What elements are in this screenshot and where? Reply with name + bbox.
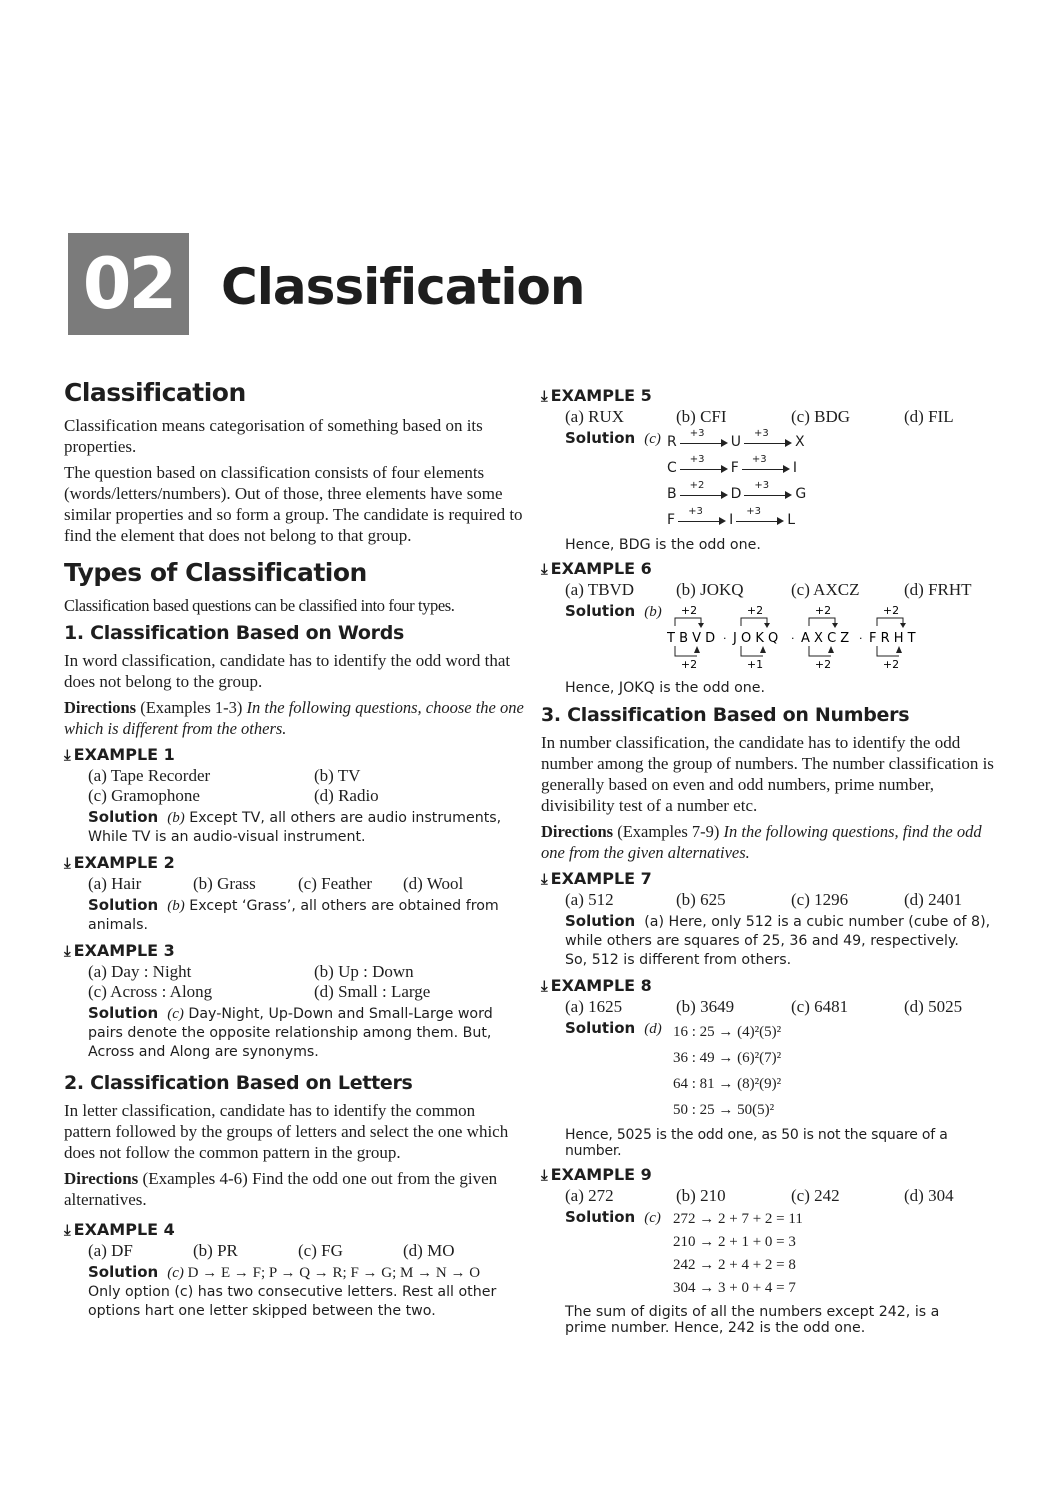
solution: Solution (b) Except ‘Grass’, all others are obtained from animals. [88,896,499,933]
subsection-heading: 1. Classification Based on Words [64,622,405,644]
option: (b) TV [314,766,361,785]
example-heading: ⤓ EXAMPLE 1 [64,745,175,764]
example-heading: ⤓ EXAMPLE 9 [541,1165,652,1184]
option: (c) Feather [298,874,373,893]
example-heading: ⤓ EXAMPLE 2 [64,853,175,872]
options [565,1186,996,1206]
option: (b) 3649 [676,997,735,1016]
group-jokq [732,604,778,671]
group-frht [869,604,916,671]
conclusion: Hence, BDG is the odd one. [565,537,761,553]
chapter-number-badge: 02 [68,233,189,335]
solution: Solution (c) Day-Night, Up-Down and Small-Large word pairs denote the opposite relationship among them. But, Across and Along are synonyms. [88,1004,493,1060]
option: (b) CFI [676,407,727,426]
solution: Solution (a) Here, only 512 is a cubic number (cube of 8), while others are squares of 25, 36 and 49, respectively. So, 512 is different from others. [565,912,991,968]
svg-text:+2: +2 [882,604,900,617]
directions: Directions (Examples 1-3) In the following questions, choose the one which is different from the others. [64,698,524,738]
directions: Directions (Examples 7-9) In the following questions, find the odd one from the given alternatives. [541,822,982,862]
paragraph: Classification means categorisation of something based on its properties. [64,416,483,456]
example-heading: ⤓ EXAMPLE 3 [64,941,175,960]
math-line: 272 → 2 + 7 + 2 = 11 [673,1211,803,1227]
solution: Solution (b) Except TV, all others are audio instruments, While TV is an audio-visual instrument. [88,808,502,845]
options [565,580,996,600]
option: (a) RUX [565,407,625,426]
svg-text:+2: +2 [882,658,900,671]
solution: Solution (c) R +3 U +3 X C +3 F +3 I B +2 D +3 G F +3 I +3 L [565,429,996,533]
math-line: 36 : 49 → (6)²(7)² [673,1050,782,1066]
options [565,407,996,427]
download-icon: ⤓ [64,941,71,960]
option: (d) Small : Large [314,982,431,1001]
option: (d) FIL [904,407,954,426]
options [88,766,524,806]
conclusion: The sum of digits of all the numbers except 242, is a prime number. Hence, 242 is the odd one. [565,1304,940,1336]
option: (d) 5025 [904,997,963,1016]
math-line: 50 : 25 → 50(5)² [673,1102,775,1118]
math-line: 242 → 2 + 4 + 2 = 8 [673,1257,796,1273]
option: (c) BDG [791,407,851,426]
sequence-row: C +3 F +3 I [667,454,797,476]
math-line: 304 → 3 + 0 + 4 = 7 [673,1280,796,1296]
svg-text:F R H T: F R H T [869,631,916,646]
paragraph: The question based on classification consists of four elements (words/letters/numbers). Out of those, three elements have some similar properties and so form a group. The candidate is required to find the element that does not belong to that group. [64,463,523,545]
group-tbvd [667,604,715,671]
left-column [64,378,524,1325]
section-heading: Types of Classification [64,558,367,587]
conclusion: Hence, JOKQ is the odd one. [565,680,766,696]
svg-text:·: · [859,632,863,645]
chapter-title: Classification [221,258,585,316]
download-icon: ⤓ [64,1220,71,1239]
option: (d) 304 [904,1186,954,1205]
option: (c) Gramophone [88,786,200,805]
option: (c) Across : Along [88,982,213,1001]
option: (d) FRHT [904,580,972,599]
option: (c) 1296 [791,890,849,909]
option: (a) Hair [88,874,142,893]
options [88,874,508,894]
svg-text:·: · [791,632,795,645]
option: (c) 242 [791,1186,840,1205]
letter-gap-diagram [667,602,937,676]
download-icon: ⤓ [541,1165,548,1184]
svg-text:T B V D: T B V D [667,631,716,646]
paragraph: In word classification, candidate has to identify the odd word that does not belong to the group. [64,651,511,691]
group-axcz [801,604,849,671]
math-line: 210 → 2 + 1 + 0 = 3 [673,1234,796,1250]
option: (a) Day : Night [88,962,192,981]
option: (b) JOKQ [676,580,744,599]
svg-text:+2: +2 [746,604,764,617]
option: (d) 2401 [904,890,963,909]
option: (b) 210 [676,1186,726,1205]
option: (a) 1625 [565,997,623,1016]
option: (a) 512 [565,890,614,909]
download-icon: ⤓ [541,559,548,578]
option: (c) 6481 [791,997,849,1016]
solution: Solution (c) 272 → 2 + 7 + 2 = 11 210 → 2 + 1 + 0 = 3 242 → 2 + 4 + 2 = 8 304 → 3 + 0 + 4 = 7 [565,1208,996,1300]
right-column [541,378,996,1342]
sequence-row: B +2 D +3 G [667,480,807,502]
option: (b) Up : Down [314,962,414,981]
paragraph: In letter classification, candidate has to identify the common pattern followed by the groups of letters and select the one which does not follow the common pattern in the group. [64,1101,509,1162]
math-line: 16 : 25 → (4)²(5)² [673,1024,782,1040]
download-icon: ⤓ [541,869,548,888]
subsection-heading: 2. Classification Based on Letters [64,1072,413,1094]
solution: Solution (b) +2 T B V D +2 · +2 J O K Q +1 · +2 A X C Z +2 · +2 F R H T +2 [565,602,996,676]
svg-text:+2: +2 [680,658,698,671]
math-line: 64 : 81 → (8)²(9)² [673,1076,782,1092]
option: (c) FG [298,1241,343,1260]
option: (c) AXCZ [791,580,860,599]
sequence-row: F +3 I +3 L [667,506,796,528]
options [565,890,996,910]
svg-text:J O K Q: J O K Q [733,631,779,646]
download-icon: ⤓ [541,386,548,405]
option: (a) DF [88,1241,133,1260]
svg-text:A X C Z: A X C Z [801,631,850,646]
option: (a) Tape Recorder [88,766,211,785]
svg-text:+2: +2 [814,604,832,617]
svg-text:·: · [723,632,727,645]
option: (d) Wool [403,874,464,893]
option: (a) 272 [565,1186,614,1205]
option: (d) MO [403,1241,455,1260]
solution: Solution (c) D → E → F; P → Q → R; F → G; M → N → O Only option (c) has two consecutive letters. Rest all other options hart one letter skipped between the two. [88,1263,497,1319]
options [88,962,524,1002]
subsection-heading: 3. Classification Based on Numbers [541,704,910,726]
download-icon: ⤓ [64,745,71,764]
sequence-row: R +3 U +3 X [667,428,805,450]
svg-text:+2: +2 [814,658,832,671]
options [565,997,996,1017]
section-heading: Classification [64,378,246,407]
option: (b) 625 [676,890,726,909]
option: (a) TBVD [565,580,635,599]
example-heading: ⤓ EXAMPLE 8 [541,976,652,995]
option: (b) Grass [193,874,256,893]
example-heading: ⤓ EXAMPLE 7 [541,869,652,888]
svg-text:+2: +2 [680,604,698,617]
example-heading: ⤓ EXAMPLE 6 [541,559,652,578]
example-heading: ⤓ EXAMPLE 4 [64,1220,175,1239]
options [88,1241,508,1261]
paragraph: In number classification, the candidate has to identify the odd number among the group of numbers. The number classification is generally based on even and odd numbers, prime number, divisibility test of a number etc. [541,733,994,815]
download-icon: ⤓ [541,976,548,995]
letter-sequence-block [667,429,806,533]
conclusion: Hence, 5025 is the odd one, as 50 is not the square of a number. [565,1127,948,1159]
option: (d) Radio [314,786,379,805]
solution: Solution (d) 16 : 25 → (4)²(5)² 36 : 49 → (6)²(7)² 64 : 81 → (8)²(9)² 50 : 25 → 50(5)² [565,1019,996,1123]
svg-text:+1: +1 [746,658,764,671]
download-icon: ⤓ [64,853,71,872]
paragraph: Classification based questions can be classified into four types. [64,596,455,615]
example-heading: ⤓ EXAMPLE 5 [541,386,652,405]
option: (b) PR [193,1241,238,1260]
directions: Directions (Examples 4-6) Find the odd one out from the given alternatives. [64,1169,498,1209]
